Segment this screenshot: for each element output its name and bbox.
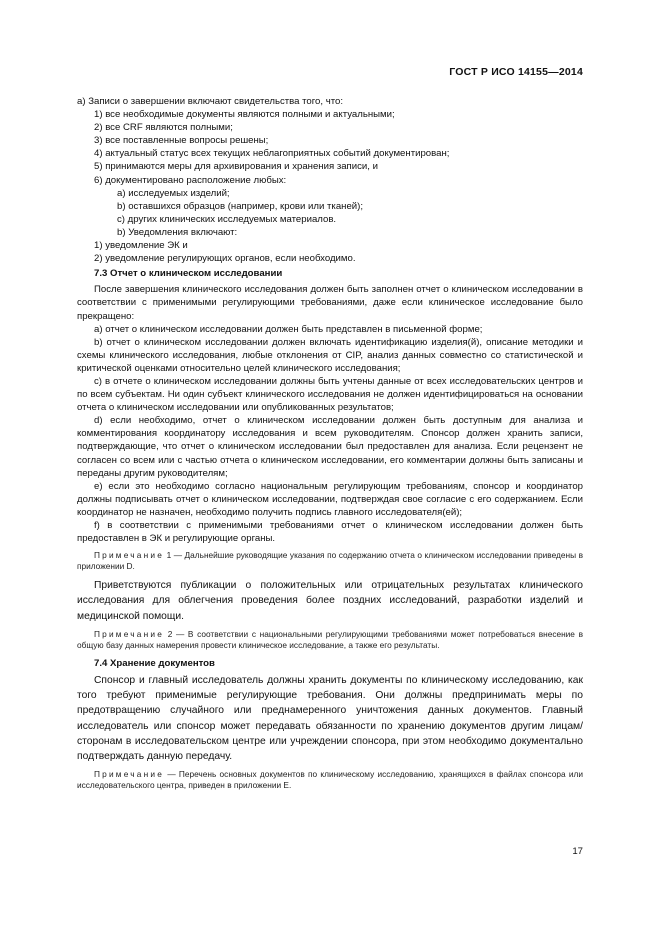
- sub-list-item: b) оставшихся образцов (например, крови или тканей);: [117, 200, 364, 212]
- list-item: b) отчет о клиническом исследовании должен включать идентификацию изделия(й), описание методики и схемы клинического исследования, любые отклонения от CIP, анализ данных совместно со статистической и критической оценками относительно целей клинического исследования;: [77, 336, 583, 374]
- section-7-4-heading: 7.4 Хранение документов: [94, 657, 215, 669]
- list-item: e) если это необходимо согласно национальным регулирующим требованиям, спонсор и координатор должны подписывать отчет о клиническом исследовании, подтверждая свое согласие с его содержанием. Если координатор не назначен, необходимо получить подпись главного исследователя(ей);: [77, 480, 583, 518]
- section-7-3-intro: После завершения клинического исследования должен быть заполнен отчет о клиническом исследовании в соответствии с применимыми регулирующими требованиями, даже если клиническое исследование было прекращено:: [77, 284, 583, 322]
- list-item: 6) документировано расположение любых:: [94, 174, 287, 186]
- document-header-id: ГОСТ Р ИСО 14155—2014: [449, 66, 583, 78]
- note-text: — Перечень основных документов по клиническому исследованию, хранящихся в файлах спонсора или исследовательского центра, приведен в приложении E.: [77, 769, 583, 791]
- note-label: Примечание: [94, 628, 165, 639]
- list-item: d) если необходимо, отчет о клиническом исследовании должен быть доступным для анализа и комментирования координатору исследования и всем руководителям. Спонсор должен хранить записи, подтверждающие, что отчет о клиническом исследовании был предоставлен для анализа. Если рецензент не согласен со всем или с частью отчета о клиническом исследовании, его комментарии должны быть записаны и переданы другим руководителям;: [77, 415, 583, 479]
- list-item: a) отчет о клиническом исследовании должен быть представлен в письменной форме;: [94, 323, 483, 335]
- note-3: [77, 769, 583, 791]
- list-item: 1) все необходимые документы являются полными и актуальными;: [94, 109, 395, 121]
- page-number: 17: [572, 846, 583, 857]
- sub-list-item: a) исследуемых изделий;: [117, 187, 230, 199]
- publication-paragraph: Приветствуются публикации о положительных или отрицательных результатах клинического исследования для облегчения проведения более поздних исследований, разработки изделий и медицинской помощи.: [77, 580, 583, 622]
- list-item: 1) уведомление ЭК и: [94, 240, 188, 252]
- note-2: [77, 629, 583, 651]
- sub-list-item: b) Уведомления включают:: [117, 226, 238, 238]
- list-item: 3) все поставленные вопросы решены;: [94, 135, 269, 147]
- list-item: c) в отчете о клиническом исследовании должны быть учтены данные от всех исследовательских центров и по всем субъектам. Ни один субъект клинического исследования не должен идентифицироваться на основании отчета о клиническом исследовании или опубликованных результатов;: [77, 375, 583, 414]
- sub-list-item: c) других клинических исследуемых материалов.: [117, 213, 337, 225]
- page-content: [77, 95, 583, 797]
- note-label: Примечание: [94, 769, 165, 780]
- list-item: 5) принимаются меры для архивирования и хранения записи, и: [94, 161, 378, 173]
- note-text: 2 — В соответствии с национальными регулирующими требованиями может потребоваться внесение в общую базу данных намерения провести клиническое исследование, а также его результаты.: [77, 628, 583, 650]
- note-text: 1 — Дальнейшие руководящие указания по содержанию отчета о клиническом исследовании приведены в приложении D.: [77, 550, 583, 572]
- section-7-4-text: Спонсор и главный исследователь должны хранить документы по клиническому исследованию, как того требуют применимые регулирующие требования. Они должны предпринимать меры по предотвращению случайного или преднамеренного уничтожения данных документов. Главный исследователь или спонсор может передавать обязанности по хранению документов другим лицам/сторонам в исследовательском центре или учреждении спонсора, при этом необходимо документально подтверждать данную передачу.: [77, 674, 583, 762]
- list-item: 2) уведомление регулирующих органов, если необходимо.: [94, 253, 356, 265]
- list-item: f) в соответствии с применимыми требованиями отчет о клиническом исследовании должен быть предоставлен в ЭК и регулирующие органы.: [77, 520, 583, 545]
- list-item: 2) все CRF являются полными;: [94, 122, 233, 134]
- note-1: [77, 550, 583, 572]
- note-label: Примечание: [94, 550, 165, 561]
- section-7-3-heading: 7.3 Отчет о клиническом исследовании: [94, 268, 283, 280]
- list-a-intro: а) Записи о завершении включают свидетельства того, что:: [77, 96, 343, 107]
- list-item: 4) актуальный статус всех текущих неблагоприятных событий документирован;: [94, 148, 450, 160]
